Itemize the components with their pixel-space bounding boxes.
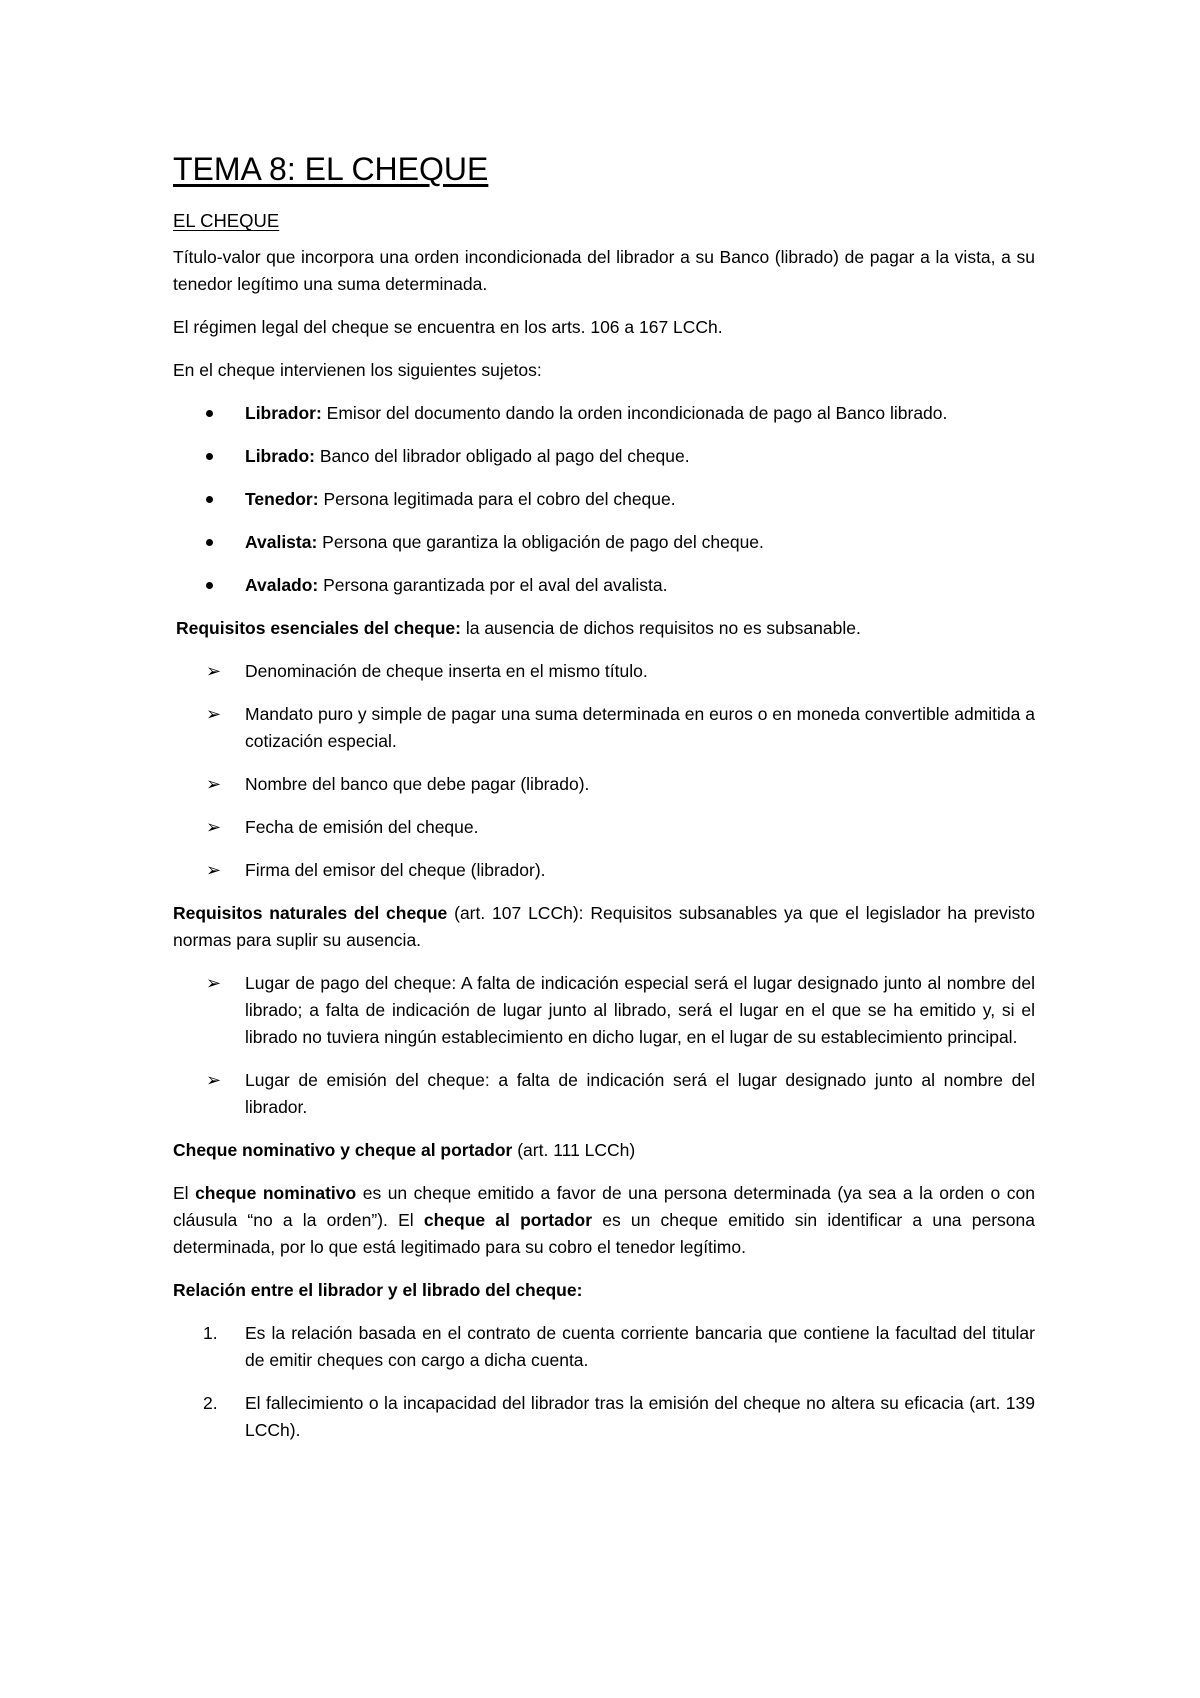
term: Librado: [245,446,315,466]
nominative-heading-paragraph [173,1137,1035,1164]
definition: Persona garantizada por el aval del avalista. [318,575,668,595]
list-item [173,970,1035,1051]
definition: Banco del librador obligado al pago del cheque. [315,446,690,466]
list-item [173,1320,1035,1374]
relationship-heading: Relación entre el librador y el librado del cheque: [173,1280,583,1300]
list-item [173,701,1035,755]
list-item-text: El fallecimiento o la incapacidad del librador tras la emisión del cheque no altera su eficacia (art. 139 LCCh). [245,1393,1035,1440]
bullet-icon [206,496,213,503]
list-item [173,443,1035,470]
legal-regime-paragraph: El régimen legal del cheque se encuentra en los arts. 106 a 167 LCCh. [173,317,723,337]
relationship-heading-paragraph [173,1277,1035,1304]
list-item [173,1390,1035,1444]
list-item [173,771,1035,798]
list-item-text: Fecha de emisión del cheque. [245,817,479,837]
arrow-bullet-icon: ➢ [206,704,222,724]
section-heading: EL CHEQUE [173,210,280,231]
intro-paragraph: Título-valor que incorpora una orden incondicionada del librador a su Banco (librado) de pagar a la vista, a su tenedor legítimo una suma determinada. [173,247,1035,294]
nominative-heading: Cheque nominativo y cheque al portador [173,1140,513,1160]
essential-requirements-text: la ausencia de dichos requisitos no es subsanable. [460,618,861,638]
list-item-text: Es la relación basada en el contrato de cuenta corriente bancaria que contiene la facultad del titular de emitir cheques con cargo a dicha cuenta. [245,1323,1035,1370]
document-content [173,150,1035,1460]
natural-requirements-heading: Requisitos naturales del cheque [173,903,448,923]
arrow-bullet-icon: ➢ [206,1070,222,1090]
bold-term: cheque al portador [423,1210,593,1230]
nominative-heading-ref: (art. 111 LCCh) [512,1140,636,1160]
bold-term: cheque nominativo [195,1183,357,1203]
term: Tenedor: [245,489,319,509]
list-item [173,1067,1035,1121]
list-item-text: Mandato puro y simple de pagar una suma determinada en euros o en moneda convertible admitida a cotización especial. [245,704,1035,751]
essential-requirements-paragraph [173,615,1035,642]
subjects-intro: En el cheque intervienen los siguientes sujetos: [173,360,542,380]
bullet-icon [206,582,213,589]
list-item [173,486,1035,513]
definition: Emisor del documento dando la orden incondicionada de pago al Banco librado. [321,403,948,423]
bullet-icon [206,410,213,417]
arrow-bullet-icon: ➢ [206,860,222,880]
text-run: es un cheque emitido a favor de una persona determinada (ya sea a la orden o con cláusula “no a la orden”). El [173,1183,1036,1230]
natural-requirements-text: (art. 107 LCCh): Requisitos subsanables ya que el legislador ha previsto normas para suplir su ausencia. [173,903,1035,950]
definition: Persona que garantiza la obligación de pago del cheque. [317,532,764,552]
nominative-paragraph [173,1180,1035,1261]
text-run: El [173,1183,196,1203]
term: Avalado: [245,575,319,595]
list-number: 2. [203,1393,218,1413]
subjects-list [173,400,1035,599]
arrow-bullet-icon: ➢ [206,661,222,681]
list-item [173,572,1035,599]
term: Librador: [245,403,322,423]
list-item-text: Denominación de cheque inserta en el mismo título. [245,661,648,681]
page-title: TEMA 8: EL CHEQUE [173,151,489,187]
natural-requirements-list [173,970,1035,1121]
list-number: 1. [203,1323,218,1343]
list-item-text: Firma del emisor del cheque (librador). [245,860,546,880]
text-run: es un cheque emitido sin identificar a una persona determinada, por lo que está legitimado para su cobro el tenedor legítimo. [173,1210,1035,1257]
arrow-bullet-icon: ➢ [206,817,222,837]
arrow-bullet-icon: ➢ [206,774,222,794]
list-item [173,658,1035,685]
list-item-text: Nombre del banco que debe pagar (librado). [245,774,590,794]
list-item [173,400,1035,427]
arrow-bullet-icon: ➢ [206,973,222,993]
essential-requirements-list [173,658,1035,884]
bullet-icon [206,453,213,460]
relationship-list [173,1320,1035,1444]
list-item [173,857,1035,884]
list-item [173,814,1035,841]
list-item-text: Lugar de pago del cheque: A falta de indicación especial será el lugar designado junto al nombre del librado; a falta de indicación de lugar junto al librado, será el lugar en el que se ha emitido y, si el librado no tuviera ningún establecimiento en dicho lugar, en el lugar de su establecimiento principal. [245,973,1035,1047]
bullet-icon [206,539,213,546]
term: Avalista: [245,532,318,552]
natural-requirements-paragraph [173,900,1035,954]
essential-requirements-heading: Requisitos esenciales del cheque: [176,618,461,638]
definition: Persona legitimada para el cobro del cheque. [318,489,676,509]
list-item-text: Lugar de emisión del cheque: a falta de indicación será el lugar designado junto al nombre del librador. [245,1070,1035,1117]
list-item [173,529,1035,556]
